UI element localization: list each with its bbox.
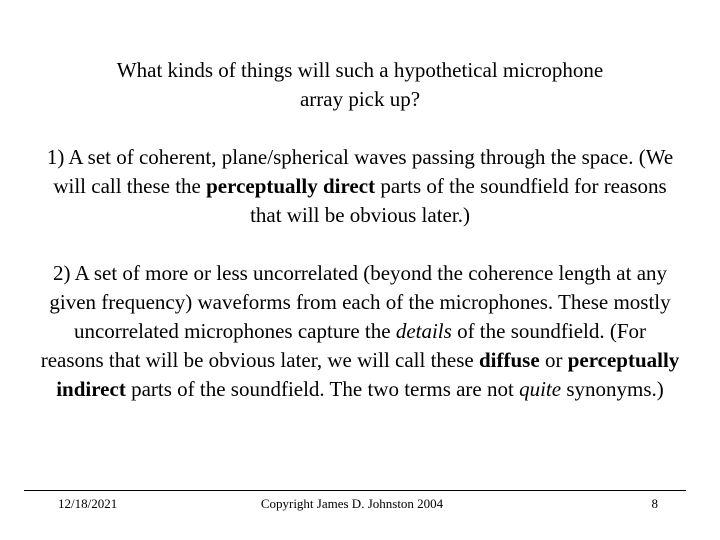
point-2-text-e: synonyms.) — [561, 377, 664, 401]
details-term: details — [395, 319, 452, 343]
footer-copyright: Copyright James D. Johnston 2004 — [260, 496, 444, 511]
point-1-text: 1) A set of coherent, plane/spherical waves passing through the space. (We will call these the — [46, 145, 674, 198]
slide-body — [40, 56, 680, 404]
point-1 — [40, 143, 680, 230]
perceptually-indirect-term: perceptually indirect — [56, 348, 680, 401]
perceptually-direct-term: perceptually direct — [206, 174, 376, 198]
point-2-text-d: parts of the soundfield. The two terms are not — [125, 377, 520, 401]
footer-divider — [24, 490, 686, 491]
footer-page-number: 8 — [651, 496, 658, 511]
intro-line-2: array pick up? — [299, 87, 421, 111]
point-2 — [40, 259, 680, 404]
point-2-text-b: of the soundfield. (For reasons that will be obvious later, we will call these — [40, 319, 647, 372]
point-1-text-end: parts of the soundfield for reasons that will be obvious later.) — [250, 174, 667, 227]
footer-date: 12/18/2021 — [58, 496, 118, 511]
intro-question — [40, 56, 680, 114]
quite-term: quite — [519, 377, 562, 401]
intro-line-1: What kinds of things will such a hypothetical microphone — [116, 58, 604, 82]
point-2-text-c: or — [539, 348, 568, 372]
point-2-text-a: 2) A set of more or less uncorrelated (beyond the coherence length at any given frequency) waveforms from each of the microphones. These mostly uncorrelated microphones capture the — [49, 261, 671, 343]
diffuse-term: diffuse — [479, 348, 540, 372]
